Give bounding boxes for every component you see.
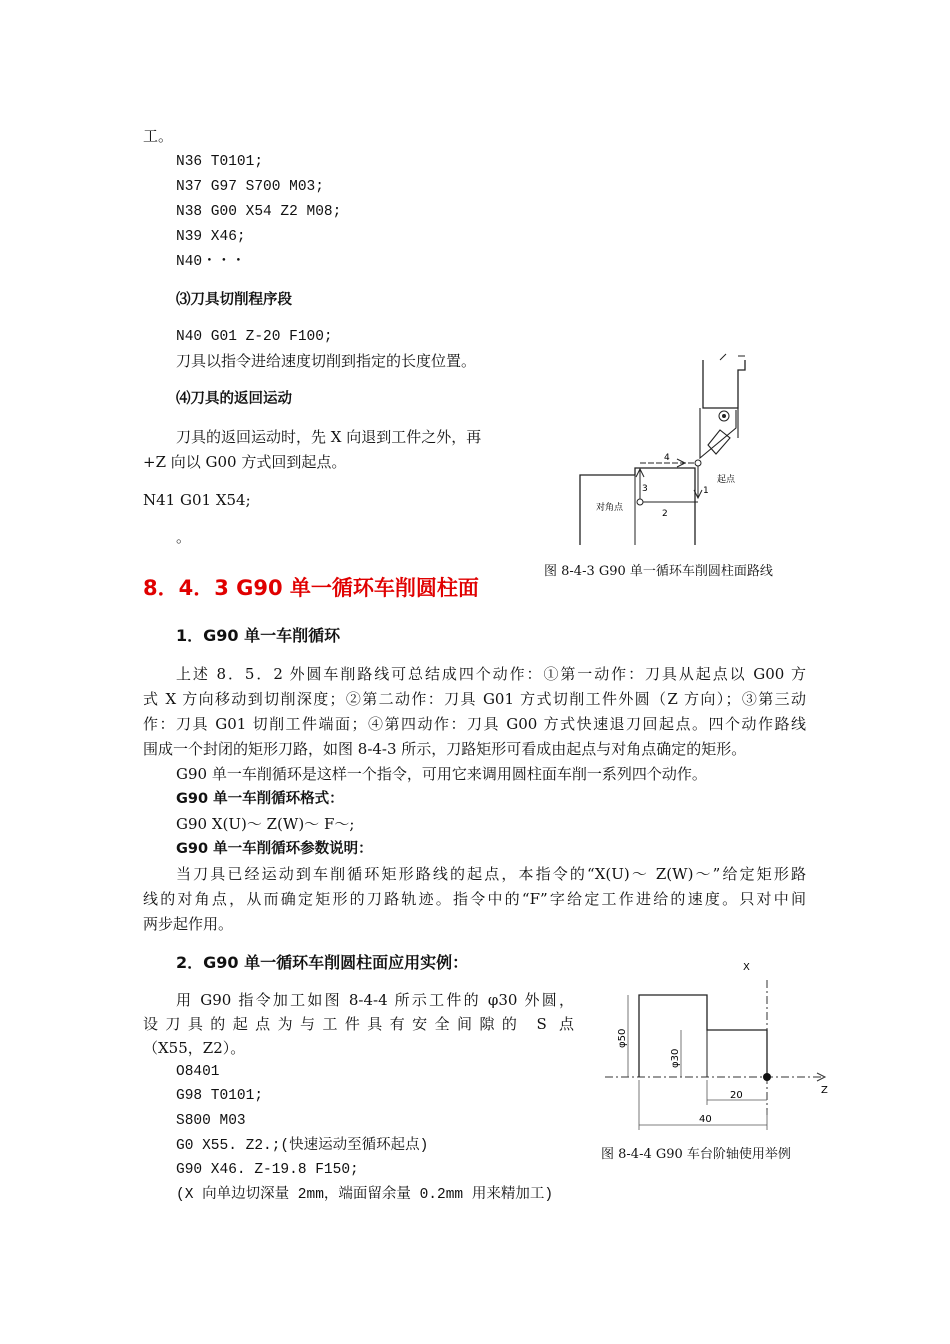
paragraph-line: 式 X 方向移动到切削深度；②第二动作：刀具 G01 方式切削工件外圆（Z 方向）；③第三动 xyxy=(143,690,806,708)
code-line: N37 G97 S700 M03; xyxy=(176,179,324,195)
paragraph-line: 用 G90 指令加工如图 8-4-4 所示工件的 φ30 外圆， xyxy=(176,991,574,1009)
paragraph-line: 两步起作用。 xyxy=(143,915,234,933)
dim-phi30: φ30 xyxy=(670,1048,681,1068)
dim-phi50: φ50 xyxy=(617,1028,628,1048)
code-line: N40 G01 Z-20 F100; xyxy=(176,329,333,345)
start-point xyxy=(695,460,701,466)
paragraph-line: 上述 8．5．2 外圆车削路线可总结成四个动作：①第一动作：刀具从起点以 G00 方 xyxy=(176,665,806,683)
x-axis-label: X xyxy=(743,962,750,973)
subsection-2-title: 2．G90 单一循环车削圆柱面应用实例： xyxy=(176,953,469,972)
tool-holder-mark xyxy=(720,354,726,360)
figure-8-4-3 xyxy=(560,350,800,550)
param-title: G90 单一车削循环参数说明： xyxy=(176,841,373,857)
code-line: N40・・・ xyxy=(176,254,246,270)
dim-40: 40 xyxy=(699,1114,712,1125)
code-line: G0 X55. Z2.;(快速运动至循环起点) xyxy=(176,1138,429,1154)
format-line: G90 X(U)～ Z(W)～ F～; xyxy=(176,815,355,833)
dim-20: 20 xyxy=(730,1090,743,1101)
code-line: N41 G01 X54; xyxy=(143,491,251,509)
z-axis-label: Z xyxy=(821,1085,828,1096)
top-fragment: 工。 xyxy=(143,127,174,145)
paragraph-line: 当刀具已经运动到车削循环矩形路线的起点，本指令的“X(U)～ Z(W)～”给定矩形路 xyxy=(176,865,806,883)
path-label-3: 3 xyxy=(642,484,648,494)
diagonal-point xyxy=(637,499,643,505)
start-point-label: 起点 xyxy=(717,475,736,485)
figure-8-4-4-caption: 图 8-4-4 G90 车台阶轴使用举例 xyxy=(601,1147,791,1162)
code-line: (X 向单边切深量 2mm，端面留余量 0.2mm 用来精加工) xyxy=(176,1187,554,1203)
code-line: N39 X46; xyxy=(176,229,246,245)
path-label-4: 4 xyxy=(664,453,670,463)
section-4-text: 刀具的返回运动时，先 X 向退到工件之外，再 xyxy=(176,428,482,446)
figure-8-4-4 xyxy=(595,950,835,1135)
tool-holder xyxy=(703,360,745,408)
section-3-title: ⑶刀具切削程序段 xyxy=(176,292,292,308)
paragraph-line: 设刀具的起点为与工件具有安全间隙的 S 点 xyxy=(143,1015,574,1033)
paragraph-line: G90 单一车削循环是这样一个指令，可用它来调用圆柱面车削一系列四个动作。 xyxy=(176,765,707,783)
figure-8-4-3-caption: 图 8-4-3 G90 单一循环车削圆柱面路线 xyxy=(544,564,773,579)
workpiece-outline xyxy=(639,995,767,1077)
path-label-1: 1 xyxy=(703,486,709,496)
code-line: N38 G00 X54 Z2 M08; xyxy=(176,204,342,220)
code-line: G90 X46. Z-19.8 F150; xyxy=(176,1162,359,1178)
paragraph-line: 线的对角点，从而确定矩形的刀路轨迹。指令中的“F”字给定工作进给的速度。只对中间 xyxy=(143,890,806,908)
tool-body xyxy=(700,408,738,438)
stray-dot: 。 xyxy=(176,528,192,546)
tool-shank xyxy=(700,410,736,458)
main-heading: 8．4．3 G90 单一循环车削圆柱面 xyxy=(143,576,479,600)
tool-screw-center xyxy=(722,414,726,418)
code-line: G98 T0101; xyxy=(176,1088,264,1104)
subsection-1-title: 1．G90 单一车削循环 xyxy=(176,626,341,645)
path-label-2: 2 xyxy=(662,509,668,519)
section-4-text: +Z 向以 G00 方式回到起点。 xyxy=(143,453,347,471)
code-line: N36 T0101; xyxy=(176,154,264,170)
code-line: O8401 xyxy=(176,1064,220,1080)
origin-point xyxy=(763,1073,771,1081)
section-4-title: ⑷刀具的返回运动 xyxy=(176,391,292,407)
paragraph-line: （X55，Z2）。 xyxy=(143,1039,246,1057)
format-title: G90 单一车削循环格式： xyxy=(176,791,344,807)
diagonal-point-label: 对角点 xyxy=(596,503,624,513)
paragraph-line: 作：刀具 G01 切削工件端面；④第四动作：刀具 G00 方式快速退刀回起点。四个动作路线 xyxy=(143,715,806,733)
section-3-text: 刀具以指令进给速度切削到指定的长度位置。 xyxy=(176,352,477,370)
paragraph-line: 围成一个封闭的矩形刀路，如图 8-4-3 所示，刀路矩形可看成由起点与对角点确定的矩形。 xyxy=(143,740,747,758)
code-line: S800 M03 xyxy=(176,1113,246,1129)
